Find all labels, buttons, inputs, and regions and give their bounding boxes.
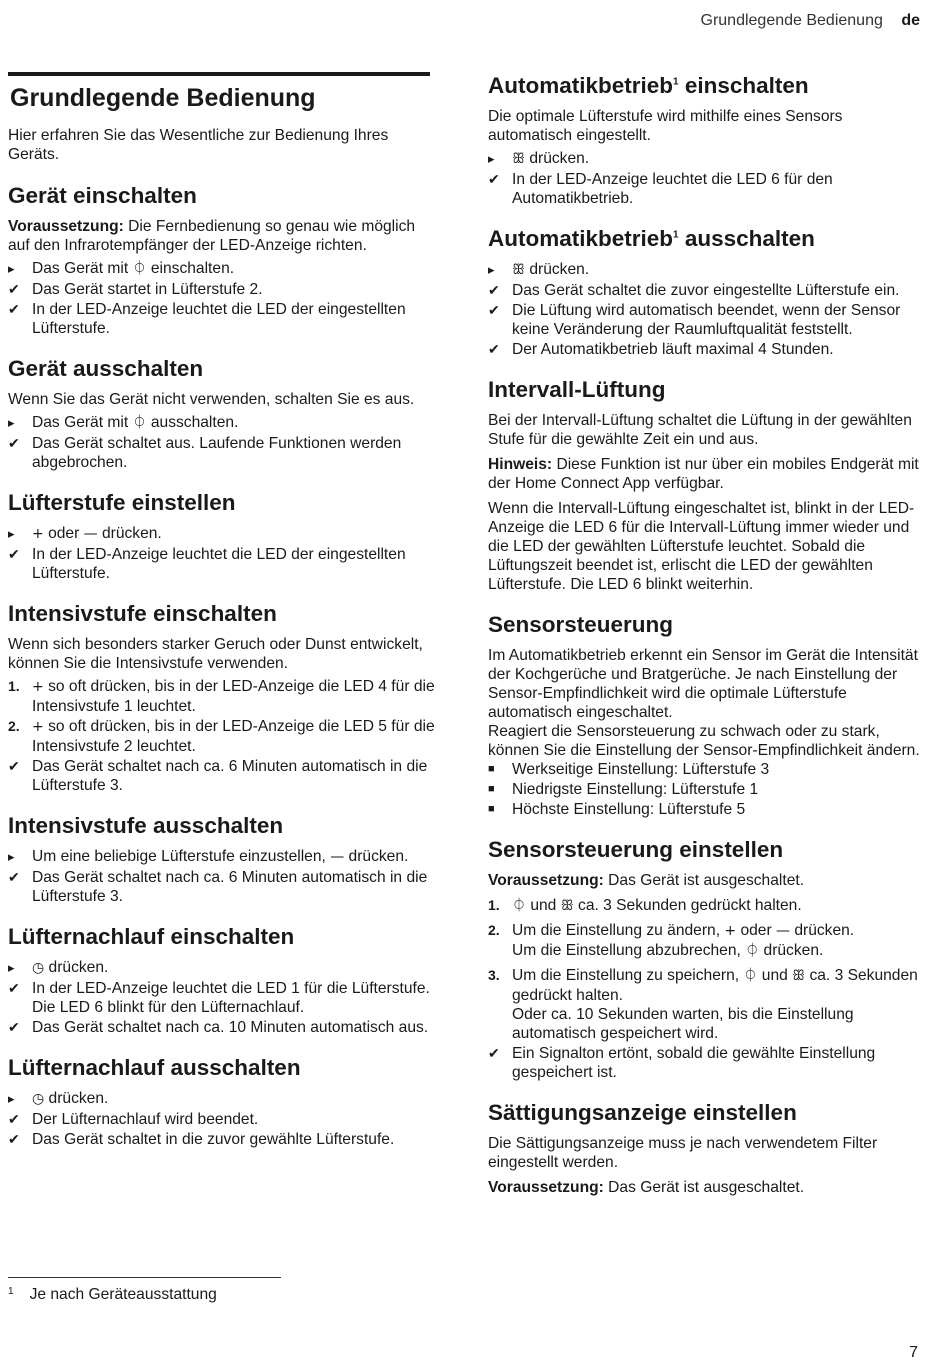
check-icon: ✔ — [8, 435, 20, 451]
result-item — [488, 301, 920, 339]
step-marker: ▸ — [8, 415, 15, 430]
result-item — [8, 1130, 436, 1149]
requirement-text — [488, 871, 920, 890]
result-text: Das Gerät schaltet nach ca. 6 Minuten automatisch in die Lüfterstufe 3. — [32, 758, 428, 794]
section-heading: Sättigungsanzeige einstellen — [488, 1100, 797, 1125]
result-item — [488, 170, 920, 208]
step-marker: ▸ — [8, 526, 15, 541]
check-icon: ✔ — [8, 758, 20, 774]
result-text: In der LED-Anzeige leuchtet die LED der eingestellten Lüfterstufe. — [32, 301, 406, 337]
bullet-text: Niedrigste Einstellung: Lüfterstufe 1 — [512, 781, 759, 798]
footnote-ref: 1 — [673, 76, 679, 88]
bullet-icon: ■ — [488, 803, 495, 815]
footnote-mark: 1 — [8, 1286, 14, 1297]
bullet-item — [488, 760, 920, 779]
section-saettigungsanzeige-einstellen — [488, 1099, 920, 1197]
requirement-body: Die Fernbedienung so genau wie möglich auf den Infrarotempfänger der LED-Anzeige richten. — [8, 218, 416, 254]
result-item — [8, 868, 436, 906]
requirement-label: Voraussetzung: — [488, 1179, 604, 1196]
heading-text: Automatikbetrieb — [488, 226, 674, 251]
numbered-step — [8, 717, 436, 756]
requirement-label: Voraussetzung: — [8, 218, 124, 235]
check-icon: ✔ — [8, 1019, 20, 1035]
requirement-label: Voraussetzung: — [488, 872, 604, 889]
step-text: Um die Einstellung zu ändern, — [512, 922, 725, 939]
section-heading: Sensorsteuerung — [488, 612, 674, 637]
paragraph: Wenn sich besonders starker Geruch oder Dunst entwickelt, können Sie die Intensivstufe verwenden. — [8, 636, 423, 672]
check-icon: ✔ — [8, 1131, 20, 1147]
result-item — [8, 979, 436, 1017]
auto-mode-icon: ꕥ — [512, 151, 525, 167]
step-text: oder — [43, 525, 84, 542]
paragraph: Bei der Intervall-Lüftung schaltet die Lüftung in der gewählten Stufe für die gewählte Zeit ein und aus. — [488, 412, 912, 448]
numbered-step — [488, 921, 920, 961]
step-item — [8, 259, 436, 279]
section-geraet-ausschalten — [8, 355, 436, 472]
auto-a-icon: ꕥ — [792, 968, 806, 984]
step-text: und — [757, 967, 793, 984]
result-item — [488, 1044, 920, 1082]
step-number: 2. — [488, 922, 500, 938]
step-text: so oft drücken, bis in der LED-Anzeige die LED 5 für die Intensivstufe 2 leuchtet. — [32, 718, 435, 755]
heading-text: einschalten — [678, 73, 809, 98]
timer-icon: ◷ — [32, 960, 45, 976]
step-text: Oder ca. 10 Sekunden warten, bis die Einstellung automatisch gespeichert wird. — [512, 1006, 854, 1042]
requirement-body: Das Gerät ist ausgeschaltet. — [603, 872, 805, 889]
power-icon: ⏀ — [743, 968, 758, 984]
result-text: In der LED-Anzeige leuchtet die LED der eingestellten Lüfterstufe. — [32, 546, 406, 582]
brand-name: Home Connect — [514, 475, 619, 492]
step-marker: ▸ — [488, 262, 495, 277]
power-icon: ⏀ — [512, 898, 526, 914]
header-language: de — [901, 12, 920, 29]
check-icon: ✔ — [8, 301, 20, 317]
result-item — [488, 340, 920, 359]
check-icon: ✔ — [488, 282, 500, 298]
requirement-body: Das Gerät ist ausgeschaltet. — [603, 1179, 805, 1196]
hint-text — [488, 455, 920, 493]
section-heading: Lüfterstufe einstellen — [8, 490, 236, 515]
step-item — [488, 260, 920, 280]
step-text: ca. 3 Sekunden gedrückt halten. — [512, 967, 918, 1004]
section-heading: Intensivstufe einschalten — [8, 601, 277, 626]
footnote-ref: 1 — [673, 229, 679, 241]
step-number: 1. — [8, 678, 20, 694]
numbered-step — [488, 896, 920, 916]
result-item — [488, 281, 920, 300]
left-column — [8, 72, 436, 1166]
paragraph: Wenn Sie das Gerät nicht verwenden, schalten Sie es aus. — [8, 391, 415, 408]
section-heading: Gerät einschalten — [8, 183, 197, 208]
check-icon: ✔ — [488, 302, 500, 318]
step-text: drücken. — [525, 261, 590, 278]
section-heading: Intervall-Lüftung — [488, 377, 666, 402]
bullet-item — [488, 800, 920, 819]
step-number: 1. — [488, 897, 500, 913]
step-number: 2. — [8, 718, 20, 734]
result-text: Das Gerät schaltet nach ca. 10 Minuten automatisch aus. — [32, 1019, 429, 1036]
minus-icon: — — [330, 849, 345, 865]
footnote-text: Je nach Geräteausstattung — [29, 1286, 217, 1303]
step-text: drücken. — [97, 525, 162, 542]
step-item — [8, 524, 436, 544]
section-sensorsteuerung — [488, 611, 920, 819]
heading-text: ausschalten — [678, 226, 815, 251]
step-item — [488, 149, 920, 169]
step-text: drücken. — [790, 922, 855, 939]
section-luefterstufe-einstellen — [8, 489, 436, 583]
check-icon: ✔ — [488, 171, 500, 187]
footnote — [8, 1286, 217, 1304]
plus-icon: + — [32, 719, 44, 735]
result-item — [8, 757, 436, 795]
numbered-step — [488, 966, 920, 1043]
section-automatikbetrieb-ausschalten — [488, 225, 920, 359]
step-marker: ▸ — [8, 1091, 15, 1106]
step-text: Um die Einstellung zu speichern, — [512, 967, 744, 984]
check-icon: ✔ — [8, 980, 20, 996]
section-heading: Intensivstufe ausschalten — [8, 813, 284, 838]
step-marker: ▸ — [8, 849, 15, 864]
intro-text: Hier erfahren Sie das Wesentliche zur Bedienung Ihres Geräts. — [8, 127, 389, 163]
step-item — [8, 1089, 436, 1109]
minus-icon: — — [83, 526, 98, 542]
check-icon: ✔ — [8, 281, 20, 297]
paragraph: Die optimale Lüfterstufe wird mithilfe eines Sensors automatisch eingestellt. — [488, 108, 843, 144]
step-text: drücken. — [759, 942, 824, 959]
section-geraet-einschalten — [8, 182, 436, 338]
section-intervall-lueftung — [488, 376, 920, 594]
step-text: Um die Einstellung abzubrechen, — [512, 942, 746, 959]
running-header — [701, 12, 921, 30]
step-text: Das Gerät mit — [32, 414, 133, 431]
result-text: Das Gerät schaltet nach ca. 6 Minuten automatisch in die Lüfterstufe 3. — [32, 869, 428, 905]
result-text: Die Lüftung wird automatisch beendet, wenn der Sensor keine Veränderung der Raumluftqualität feststellt. — [512, 302, 901, 338]
section-heading: Lüfternachlauf ausschalten — [8, 1055, 301, 1080]
result-item — [8, 280, 436, 299]
step-item — [8, 413, 436, 433]
result-text: Das Gerät schaltet die zuvor eingestellte Lüfterstufe ein. — [512, 282, 900, 299]
hint-body: App verfügbar. — [618, 475, 724, 492]
paragraph: Wenn die Intervall-Lüftung eingeschaltet ist, blinkt in der LED-Anzeige die LED 6 für die Intervall-Lüftung immer wieder und die LED der gewählten Lüfterstufe leuchtet. Sobald die Lüftungszeit beendet ist, erlischt die LED der gewählten Lüfterstufe. Die LED 6 blinkt weiterhin. — [488, 500, 915, 593]
step-marker: ▸ — [488, 151, 495, 166]
step-item — [8, 958, 436, 978]
step-text: und — [526, 897, 561, 914]
section-heading: Gerät ausschalten — [8, 356, 204, 381]
timer-icon: ◷ — [32, 1091, 45, 1107]
step-text: drücken. — [525, 150, 590, 167]
section-heading: Lüfternachlauf einschalten — [8, 924, 295, 949]
step-text: einschalten. — [146, 260, 235, 277]
step-text: drücken. — [44, 1090, 109, 1107]
paragraph: Reagiert die Sensorsteuerung zu schwach oder zu stark, können Sie die Einstellung der Sensor-Empfindlichkeit ändern. — [488, 723, 920, 759]
step-text: oder — [736, 922, 776, 939]
plus-icon: + — [724, 923, 737, 939]
step-marker: ▸ — [8, 960, 15, 975]
minus-icon: — — [776, 923, 790, 939]
result-text: In der LED-Anzeige leuchtet die LED 6 für den Automatikbetrieb. — [512, 171, 833, 207]
check-icon: ✔ — [488, 341, 500, 357]
section-luefternachlauf-ausschalten — [8, 1054, 436, 1149]
numbered-step — [8, 677, 436, 716]
bullet-icon: ■ — [488, 763, 495, 775]
result-text: Das Gerät schaltet aus. Laufende Funktionen werden abgebrochen. — [32, 435, 402, 471]
power-icon: ⏀ — [132, 415, 147, 431]
result-item — [8, 1018, 436, 1037]
bullet-icon: ■ — [488, 783, 495, 795]
section-sensorsteuerung-einstellen — [488, 836, 920, 1082]
result-text: Das Gerät schaltet in die zuvor gewählte Lüfterstufe. — [32, 1131, 395, 1148]
right-column — [488, 72, 920, 1214]
result-item — [8, 545, 436, 583]
bullet-text: Höchste Einstellung: Lüfterstufe 5 — [512, 801, 746, 818]
section-luefternachlauf-einschalten — [8, 923, 436, 1037]
result-item — [8, 434, 436, 472]
page-title: Grundlegende Bedienung — [10, 84, 316, 112]
auto-a-icon: ꕥ — [560, 898, 574, 914]
result-item — [8, 1110, 436, 1129]
check-icon: ✔ — [8, 546, 20, 562]
heading-text: Automatikbetrieb — [488, 73, 674, 98]
check-icon: ✔ — [488, 1045, 500, 1061]
section-automatikbetrieb-einschalten — [488, 72, 920, 208]
page-number: 7 — [909, 1344, 918, 1361]
step-text: drücken. — [44, 959, 109, 976]
result-text: Das Gerät startet in Lüfterstufe 2. — [32, 281, 263, 298]
result-text: Ein Signalton ertönt, sobald die gewählte Einstellung gespeichert ist. — [512, 1045, 876, 1081]
section-heading — [488, 72, 920, 100]
requirement-text — [8, 217, 436, 255]
result-text: Der Automatikbetrieb läuft maximal 4 Stunden. — [512, 341, 834, 358]
step-text: drücken. — [344, 848, 409, 865]
footnote-rule — [8, 1277, 281, 1278]
hint-label: Hinweis: — [488, 456, 553, 473]
paragraph: Die Sättigungsanzeige muss je nach verwendetem Filter eingestellt werden. — [488, 1135, 878, 1171]
bullet-item — [488, 780, 920, 799]
step-marker: ▸ — [8, 261, 15, 276]
step-item — [8, 847, 436, 867]
plus-icon: + — [32, 526, 44, 542]
hint-body: Diese Funktion ist nur über ein mobiles Endgerät mit der — [488, 456, 919, 492]
step-number: 3. — [488, 967, 500, 983]
section-heading: Sensorsteuerung einstellen — [488, 837, 784, 862]
section-intensivstufe-einschalten — [8, 600, 436, 795]
header-section-title: Grundlegende Bedienung — [700, 12, 883, 29]
bullet-text: Werkseitige Einstellung: Lüfterstufe 3 — [512, 761, 770, 778]
step-text: ausschalten. — [146, 414, 239, 431]
step-text: Um eine beliebige Lüfterstufe einzustellen, — [32, 848, 331, 865]
power-icon: ⏀ — [132, 261, 147, 277]
check-icon: ✔ — [8, 869, 20, 885]
power-icon: ⏀ — [745, 943, 760, 959]
check-icon: ✔ — [8, 1111, 20, 1127]
requirement-text — [488, 1178, 920, 1197]
section-heading — [488, 225, 920, 253]
step-text: ca. 3 Sekunden gedrückt halten. — [573, 897, 802, 914]
step-text: Das Gerät mit — [32, 260, 133, 277]
result-text: In der LED-Anzeige leuchtet die LED 1 für die Lüfterstufe. Die LED 6 blinkt für den Lüfternachlauf. — [32, 980, 430, 1016]
title-rule — [8, 72, 430, 76]
result-text: Der Lüfternachlauf wird beendet. — [32, 1111, 259, 1128]
step-text: so oft drücken, bis in der LED-Anzeige die LED 4 für die Intensivstufe 1 leuchtet. — [32, 678, 435, 715]
auto-mode-icon: ꕥ — [512, 262, 525, 278]
result-item — [8, 300, 436, 338]
paragraph: Im Automatikbetrieb erkennt ein Sensor im Gerät die Intensität der Kochgerüche und Bratgerüche. Je nach Einstellung der Sensor-Empfindlichkeit wird die optimale Lüfterstufe automatisch eingeschaltet. — [488, 647, 918, 721]
section-intensivstufe-ausschalten — [8, 812, 436, 906]
plus-icon: + — [32, 679, 44, 695]
